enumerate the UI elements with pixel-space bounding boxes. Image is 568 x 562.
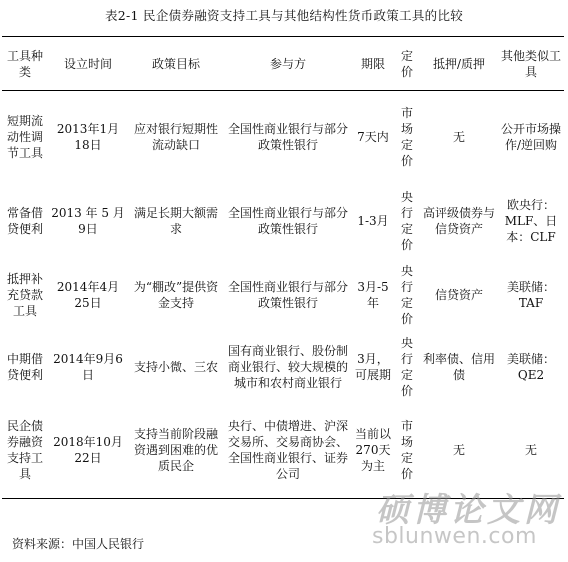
header-cell: 政策目标 (128, 37, 224, 91)
table-cell: 3月-5年 (357, 279, 389, 310)
table-row (2, 91, 564, 183)
watermark-logo: 硕博论文网 (376, 490, 561, 529)
table-cell: 2014年4月25日 (56, 279, 120, 310)
comparison-table (2, 36, 564, 499)
table-cell: 支持当前阶段融资遇到困难的优质民企 (128, 403, 224, 499)
table-cell: 欧央行：MLF、日本：CLF (504, 197, 558, 244)
table-cell: 信贷资产 (434, 287, 483, 302)
table-cell: 7天内 (357, 129, 389, 144)
table-cell: 2014年9月6日 (53, 351, 123, 382)
table-cell: 2013 年 5 月9日 (51, 205, 125, 236)
table-cell: 满足长期大额需求 (133, 205, 218, 236)
table-cell: 2013年1月18日 (56, 121, 120, 152)
header-cell: 其他类似工具 (498, 37, 564, 91)
table-cell: 1-3月 (357, 213, 389, 228)
table-cell: 市场定价 (394, 403, 420, 499)
table-cell: 当前以270天为主 (352, 403, 394, 499)
header-row (2, 37, 564, 91)
header-cell: 期限 (352, 37, 394, 91)
table-caption: 表2-1 民企债券融资支持工具与其他结构性货币政策工具的比较 (104, 8, 464, 23)
watermark-url: sblunwen.com (372, 524, 537, 549)
table-cell: 民企债券融资支持工具 (2, 403, 48, 499)
table-cell: 支持小微、三农 (133, 359, 218, 374)
table-cell: 市场定价 (400, 105, 413, 168)
table-cell: 央行定价 (400, 263, 413, 326)
table-cell: 常备借贷便利 (6, 205, 43, 236)
table-cell: 无 (498, 403, 564, 499)
table-cell: 为“棚改”提供资金支持 (133, 279, 219, 310)
table-cell: 美联储：TAF (506, 279, 555, 310)
table-cell: 央行定价 (400, 189, 413, 252)
header-cell: 抵押/质押 (420, 37, 498, 91)
table-cell: 无 (420, 403, 498, 499)
table-row (2, 183, 564, 259)
header-cell: 设立时间 (48, 37, 128, 91)
table-cell: 应对银行短期性流动缺口 (133, 121, 218, 152)
table-cell: 全国性商业银行与部分政策性银行 (227, 121, 348, 152)
header-cell: 定价 (394, 37, 420, 91)
table-cell: 美联储：QE2 (506, 351, 555, 382)
table-cell: 全国性商业银行与部分政策性银行 (227, 205, 348, 236)
table-cell: 无 (452, 129, 465, 144)
header-cell: 工具种类 (2, 37, 48, 91)
table-cell: 利率债、信用债 (422, 351, 495, 382)
table-cell: 3月，可展期 (354, 351, 391, 382)
table-cell: 短期流动性调节工具 (6, 113, 43, 160)
table-cell: 央行定价 (400, 335, 413, 398)
table-cell: 公开市场操作/逆回购 (500, 121, 561, 152)
table-cell: 2018年10月22日 (48, 403, 128, 499)
header-cell: 参与方 (224, 37, 352, 91)
table-row (2, 259, 564, 331)
table-cell: 全国性商业银行与部分政策性银行 (227, 279, 348, 310)
table-cell: 抵押补充贷款工具 (6, 271, 43, 318)
table-row (2, 331, 564, 403)
table-cell: 央行、中债增进、沪深交易所、交易商协会、全国性商业银行、证券公司 (224, 403, 352, 499)
table-cell: 中期借贷便利 (6, 351, 43, 382)
table-cell: 高评级债券与信贷资产 (422, 205, 495, 236)
table-cell: 国有商业银行、股份制商业银行、较大规模的城市和农村商业银行 (227, 343, 348, 390)
source-note: 资料来源：中国人民银行 (12, 537, 145, 551)
